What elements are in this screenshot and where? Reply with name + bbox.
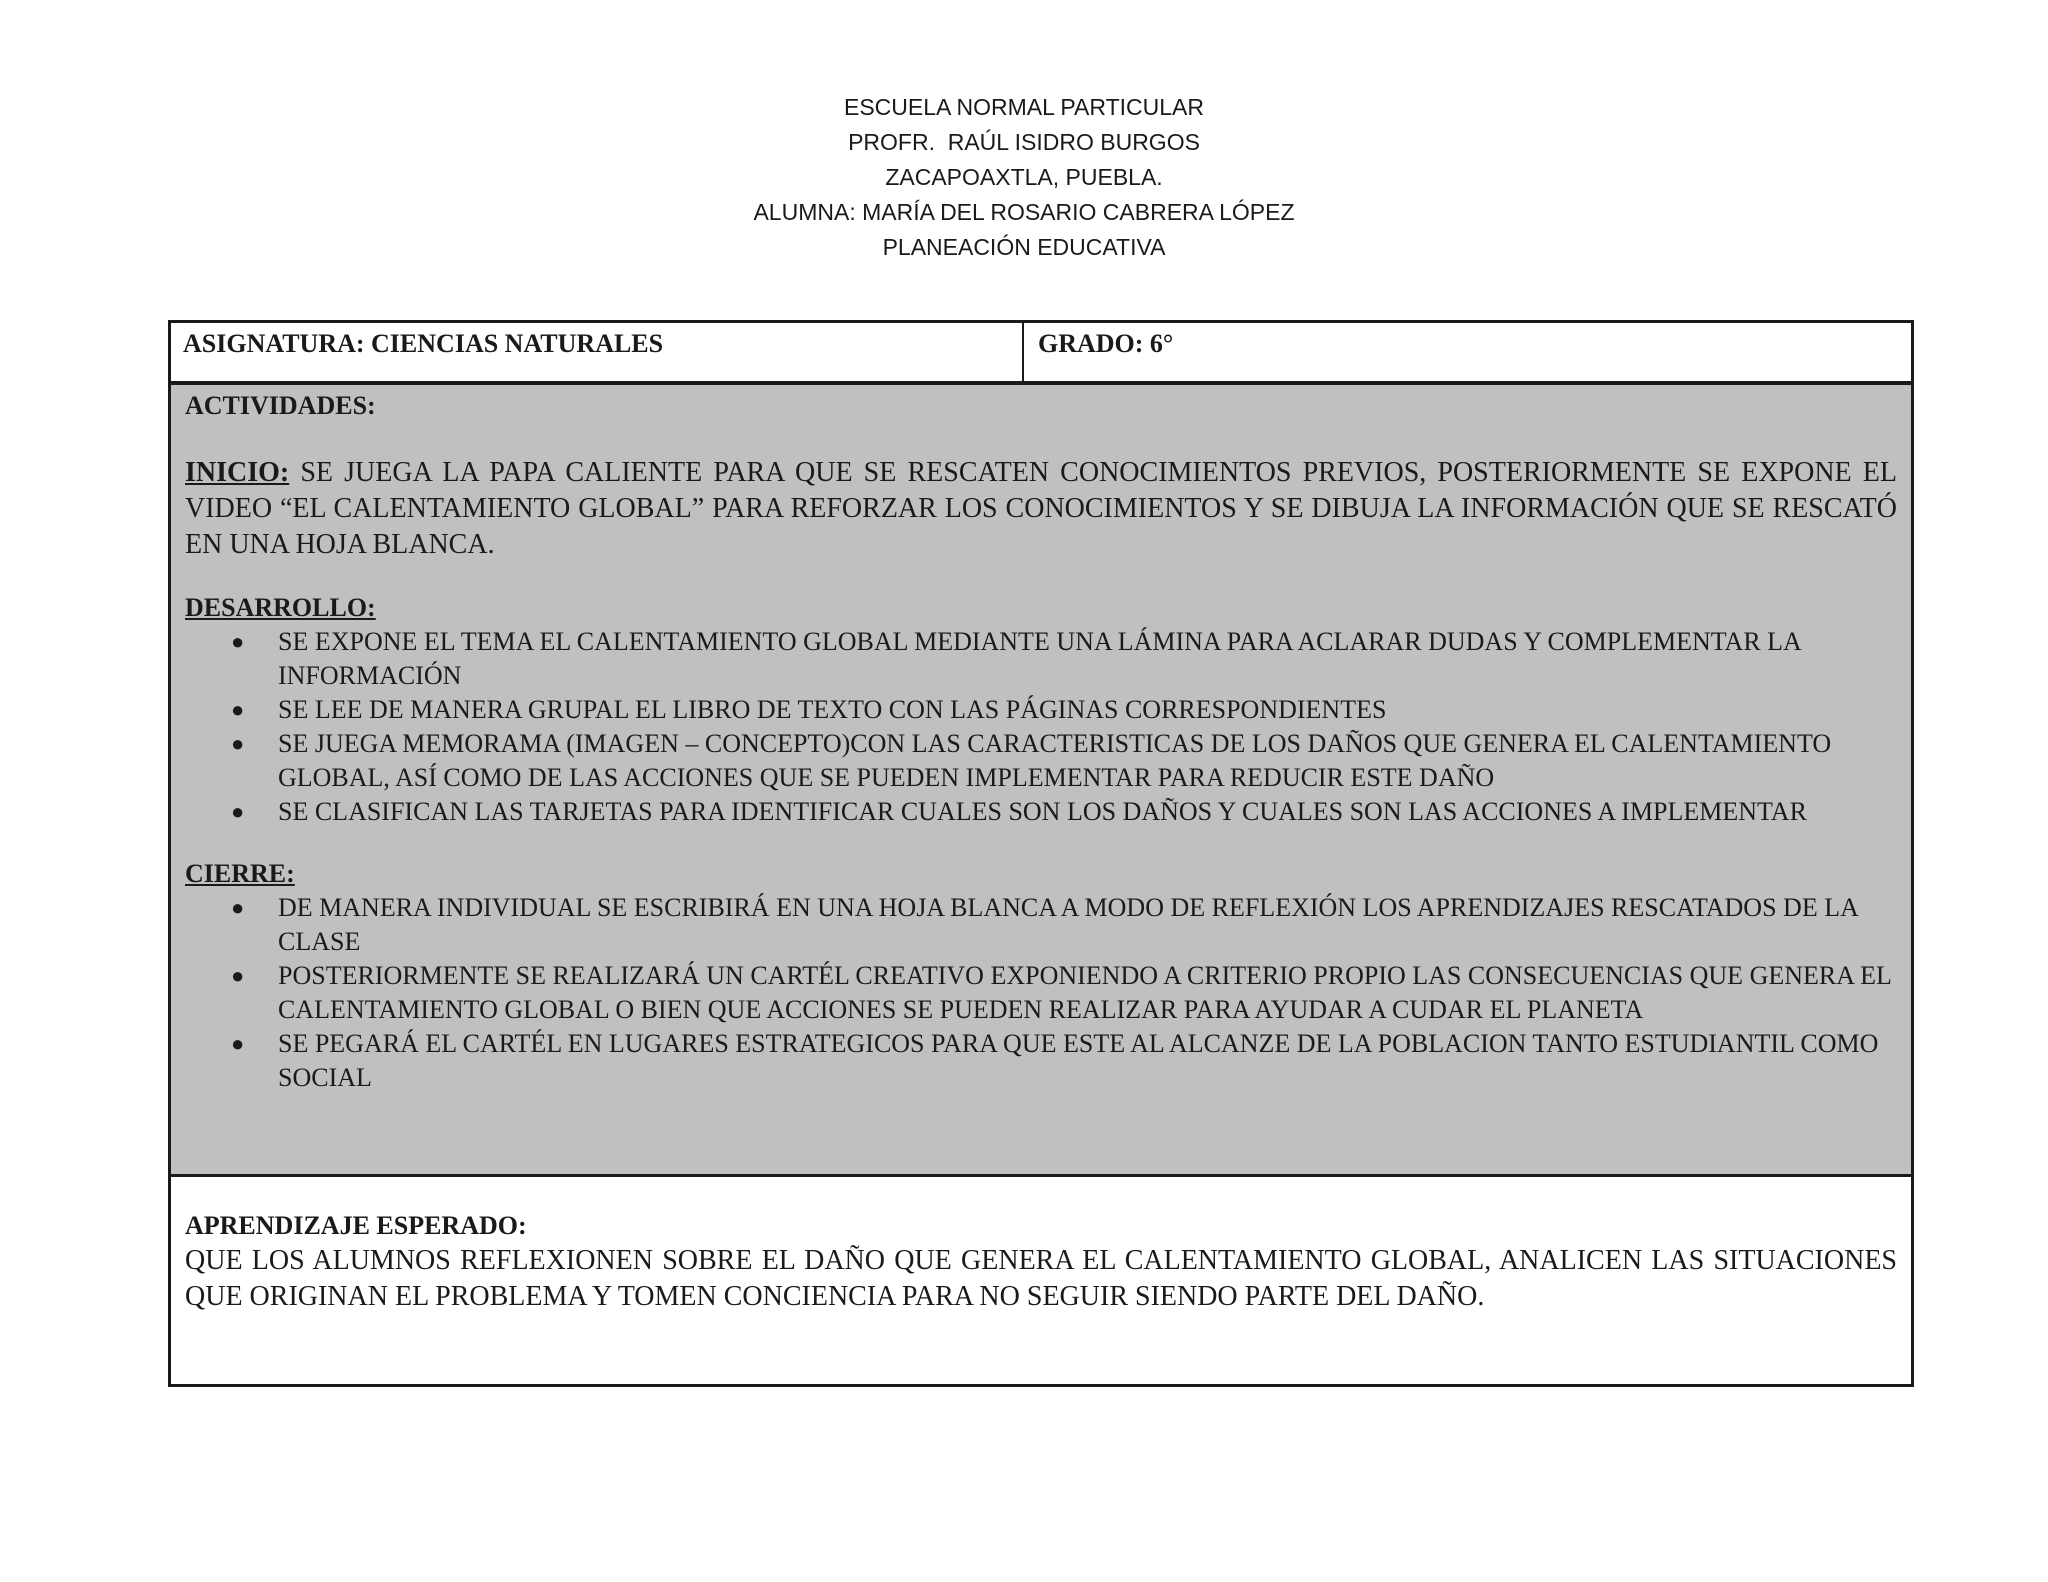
document-header	[0, 90, 2048, 265]
bullet-icon: ●	[231, 1031, 245, 1056]
list-item-text: SE PEGARÁ EL CARTÉL EN LUGARES ESTRATEGICOS PARA QUE ESTE AL ALCANZE DE LA POBLACION TANTO ESTUDIANTIL COMO SOCIAL	[278, 1029, 1879, 1092]
student-name: ALUMNA: MARÍA DEL ROSARIO CABRERA LÓPEZ	[753, 199, 1295, 225]
list-item	[185, 625, 1897, 693]
inicio-text: SE JUEGA LA PAPA CALIENTE PARA QUE SE RESCATEN CONOCIMIENTOS PREVIOS, POSTERIORMENTE SE EXPONE EL VIDEO “EL CALENTAMIENTO GLOBAL” PARA REFORZAR LOS CONOCIMIENTOS Y SE DIBUJA LA INFORMACIÓN QUE SE RESCATÓ EN UNA HOJA BLANCA.	[185, 457, 1897, 560]
list-item	[185, 727, 1897, 795]
bullet-icon: ●	[231, 629, 245, 654]
activities-section	[171, 385, 1911, 1177]
bullet-icon: ●	[231, 963, 245, 988]
school-name: ESCUELA NORMAL PARTICULAR	[843, 94, 1204, 120]
bullet-icon: ●	[231, 697, 245, 722]
subject-cell: ASIGNATURA: CIENCIAS NATURALES	[171, 323, 1024, 381]
expected-learning-title: APRENDIZAJE ESPERADO:	[185, 1211, 527, 1240]
inicio-paragraph	[185, 455, 1897, 563]
subject-grade-row	[171, 323, 1911, 385]
school-professor: PROFR. RAÚL ISIDRO BURGOS	[848, 129, 1200, 155]
grade-cell: GRADO: 6°	[1038, 329, 1174, 358]
document-title: PLANEACIÓN EDUCATIVA	[882, 234, 1166, 260]
list-item	[185, 891, 1897, 959]
list-item-text: SE EXPONE EL TEMA EL CALENTAMIENTO GLOBAL MEDIANTE UNA LÁMINA PARA ACLARAR DUDAS Y COMPLEMENTAR LA INFORMACIÓN	[278, 627, 1801, 690]
list-item-text: DE MANERA INDIVIDUAL SE ESCRIBIRÁ EN UNA HOJA BLANCA A MODO DE REFLEXIÓN LOS APRENDIZAJES RESCATADOS DE LA CLASE	[278, 893, 1858, 956]
expected-learning-section	[171, 1177, 1911, 1384]
list-item-text: POSTERIORMENTE SE REALIZARÁ UN CARTÉL CREATIVO EXPONIENDO A CRITERIO PROPIO LAS CONSECUENCIAS QUE GENERA EL CALENTAMIENTO GLOBAL O BIEN QUE ACCIONES SE PUEDEN REALIZAR PARA AYUDAR A CUDAR EL PLANETA	[278, 961, 1891, 1024]
inicio-label: INICIO:	[185, 457, 290, 488]
list-item	[185, 959, 1897, 1027]
bullet-icon: ●	[231, 895, 245, 920]
expected-learning-text: QUE LOS ALUMNOS REFLEXIONEN SOBRE EL DAÑO QUE GENERA EL CALENTAMIENTO GLOBAL, ANALICEN LAS SITUACIONES QUE ORIGINAN EL PROBLEMA Y TOMEN CONCIENCIA PARA NO SEGUIR SIENDO PARTE DEL DAÑO.	[185, 1245, 1897, 1312]
list-item	[185, 1027, 1897, 1095]
desarrollo-heading: DESARROLLO:	[185, 593, 376, 622]
bullet-icon: ●	[231, 799, 245, 824]
bullet-icon: ●	[231, 731, 245, 756]
activities-title: ACTIVIDADES:	[185, 391, 376, 420]
list-item	[185, 795, 1897, 829]
lesson-plan-table	[168, 320, 1914, 1387]
cierre-heading: CIERRE:	[185, 859, 295, 888]
list-item-text: SE LEE DE MANERA GRUPAL EL LIBRO DE TEXTO CON LAS PÁGINAS CORRESPONDIENTES	[278, 695, 1387, 724]
list-item	[185, 693, 1897, 727]
school-location: ZACAPOAXTLA, PUEBLA.	[885, 164, 1163, 190]
cierre-list	[185, 891, 1897, 1095]
list-item-text: SE CLASIFICAN LAS TARJETAS PARA IDENTIFICAR CUALES SON LOS DAÑOS Y CUALES SON LAS ACCIONES A IMPLEMENTAR	[278, 797, 1807, 826]
list-item-text: SE JUEGA MEMORAMA (IMAGEN – CONCEPTO)CON LAS CARACTERISTICAS DE LOS DAÑOS QUE GENERA EL CALENTAMIENTO GLOBAL, ASÍ COMO DE LAS ACCIONES QUE SE PUEDEN IMPLEMENTAR PARA REDUCIR ESTE DAÑO	[278, 729, 1832, 792]
desarrollo-list	[185, 625, 1897, 829]
